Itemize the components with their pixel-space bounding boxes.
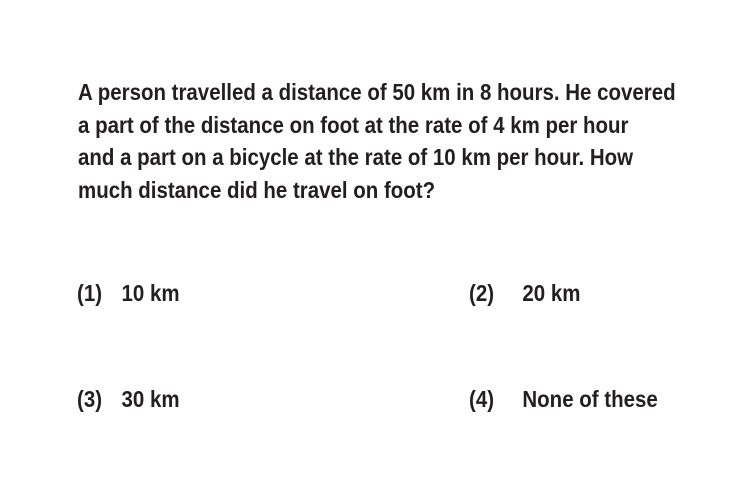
option-2[interactable] (469, 279, 580, 307)
option-number: (1) (77, 280, 103, 306)
option-number: (3) (77, 386, 103, 412)
question-text (78, 76, 676, 206)
option-4[interactable] (469, 385, 658, 413)
question-line: a part of the distance on foot at the rate of 4 km per hour (78, 111, 629, 138)
option-text: None of these (522, 386, 658, 412)
question-line: much distance did he travel on foot? (78, 176, 436, 203)
option-text: 30 km (121, 386, 180, 412)
option-text: 10 km (121, 280, 180, 306)
option-text: 20 km (522, 280, 581, 306)
option-number: (4) (469, 386, 495, 412)
option-number: (2) (469, 280, 495, 306)
option-1[interactable] (77, 279, 180, 307)
option-3[interactable] (77, 385, 180, 413)
question-line: A person travelled a distance of 50 km in 8 hours. He covered (78, 79, 676, 105)
question-line: and a part on a bicycle at the rate of 10 km per hour. How (78, 144, 634, 170)
